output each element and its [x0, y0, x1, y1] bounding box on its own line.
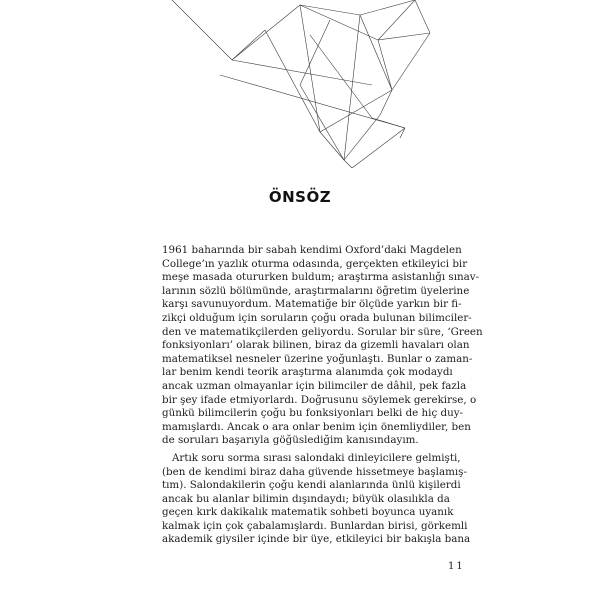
text-line: akademik giysiler içinde bir üye, etkileyici bir bakışla bana — [162, 533, 471, 546]
text-line: fonksiyonları’ olarak bilinen, biraz da gizemli havaları olan — [162, 339, 470, 352]
text-line: geçen kırk dakikalık matematik sohbeti boyunca uyanık — [162, 506, 454, 519]
text-line: ancak bu alanlar bilimin dışındaydı; büyük olasılıkla da — [162, 492, 450, 505]
text-line: lar benim kendi teorik araştırma alanımda çok modaydı — [162, 366, 453, 379]
text-line: Artık soru sorma sırası salondaki dinleyicilere gelmişti, — [172, 451, 461, 464]
text-line: karşı savunuyordum. Matematiğe bir ölçüde yarkın bir fi- — [162, 298, 462, 311]
text-line: den ve matematikçilerden geliyordu. Sorular bir süre, ‘Green — [162, 325, 483, 338]
text-line: günkü bilimcilerin çoğu bu fonksiyonları belki de hiç duy- — [162, 407, 464, 420]
text-line: meşe masada otururken buldum; araştırma asistanlığı sınav- — [162, 271, 480, 284]
page-number: 11 — [448, 561, 465, 572]
page-title: ÖNSÖZ — [268, 188, 332, 206]
text-line: (ben de kendimi biraz daha güvende hissetmeye başlamış- — [162, 465, 467, 478]
text-line: kalmak için çok çabalamışlardı. Bunlardan birisi, görkemli — [162, 519, 468, 532]
text-line: de soruları başarıyla göğüslediğim kanısındayım. — [162, 434, 419, 447]
geometric-line-illustration — [0, 0, 600, 200]
text-line: 1961 baharında bir sabah kendimi Oxford’daki Magdelen — [162, 244, 462, 256]
text-line: College’ın yazlık oturma odasında, gerçekten etkileyici bir — [162, 257, 468, 270]
text-line: larının sözlü bölümünde, araştırmalarını öğretim üyelerine — [162, 284, 470, 297]
text-line: matematiksel nesneler üzerine yoğunlaştı. Bunlar o zaman- — [162, 352, 473, 365]
text-line: tım). Salondakilerin çoğu kendi alanlarında ünlü kişilerdi — [162, 479, 461, 492]
body-text — [162, 244, 483, 547]
text-line: bir şey ifade etmiyorlardı. Doğrusunu söylemek gerekirse, o — [162, 393, 477, 406]
text-line: mamışlardı. Ancak o ara onlar benim için önemliydiler, ben — [162, 420, 471, 433]
text-line: ancak uzman olmayanlar için bilimciler de dâhil, pek fazla — [162, 379, 467, 392]
text-line: zikçi olduğum için soruların çoğu orada bulunan bilimciler- — [162, 311, 472, 324]
